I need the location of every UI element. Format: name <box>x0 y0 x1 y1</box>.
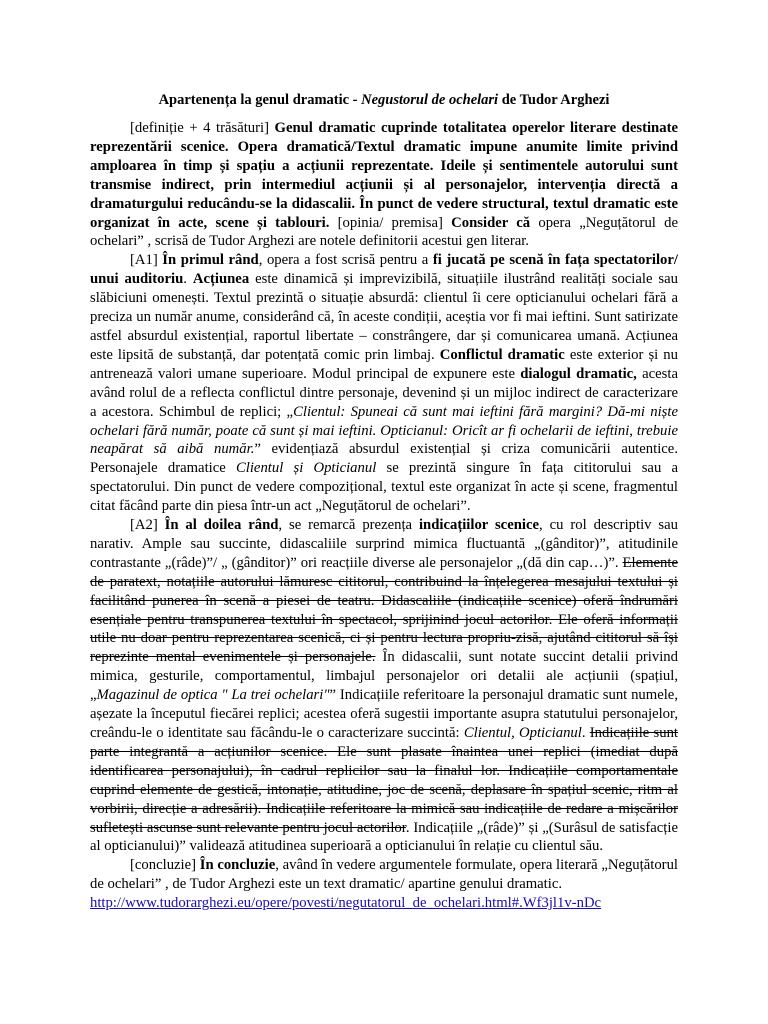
tag-definition: [definiție + 4 trăsături] <box>130 120 275 136</box>
title-suffix: de Tudor Arghezi <box>498 92 610 108</box>
title-work: Negustorul de ochelari <box>361 92 499 108</box>
first-point-heading: În primul rând <box>162 252 259 269</box>
text-segment: , cu rol descriptiv sau narativ. Ample sau succinte, didascaliile surprind mimica fluctuantă „(gânditor)”, atitudinile contrastante „(râde)”/ „ (gânditor)” ori reacțiile diverse ale personajelor „(dă din cap…)”. <box>90 517 678 571</box>
action-term: Acțiunea <box>192 271 250 288</box>
text-segment: ” evidențiază absurdul existențial și criza comunicării autentice. Personajele dramatice <box>90 441 678 477</box>
conclusion-heading: În concluzie <box>199 857 276 874</box>
text-segment: ” Indicațiile referitoare la personajul dramatic sunt numele, așezate la începutul fiecărei replici; acestea oferă sugestii importante asupra statutului personajelor, creându-le o identitate sau făcându-le o caracterizare succintă: <box>90 687 678 741</box>
conflict-term: Conflictul dramatic <box>439 346 565 363</box>
stage-phrase: fi jucată pe scenă în fața spectatorilor/ unui auditoriu <box>90 252 678 288</box>
text-segment: acesta având rolul de a reflecta conflictul dintre personaje, devenind și un mijloc indirect de caracterizare a acestora. Schimbul de replici; „ <box>90 365 678 420</box>
struck-text-1: Elemente de paratext, notațiile autorului lămuresc cititorul, contribuind la înțelegerea mesajului textului și facilitând punerea în scenă a piesei de teatru. Didascaliile (indicațiile scenice) oferă îndrumări esențiale pentru transpunerea textului în spectacol, sprijinind jocul actorilor. Ele oferă informații utile nu doar pentru reprezentarea scenică, ci și pentru lectura propriu-zisă, ajutând cititorul să își reprezinte mental evenimentele și personajele. <box>90 554 678 666</box>
stage-directions-term: indicațiilor scenice <box>418 517 540 534</box>
text-segment: este exterior și nu antrenează valori umane superioare. Modul principal de expunere este <box>90 346 678 382</box>
character-list: Clientul, Opticianul <box>463 725 582 741</box>
text-segment: este dinamică și imprevizibilă, situațiile ilustrând realități sociale sau slăbiciuni omenești. Textul prezintă o situație absurdă: clientul îi cere opticianului ochelari fără a preciza un număr anume, considerând că, în aceste condiții, aceștia vor fi mai ieftini. Sunt satirizate astfel absurdul existențial, raportul libertate – constrângere, dar și comunicarea umană. Acțiunea este lipsită de substanță, dar potențată comic prin limbaj. <box>90 271 678 363</box>
consider-word: Consider <box>451 214 509 231</box>
definition-text: Genul dramatic cuprinde totalitatea operelor literare destinate reprezentării scenice. Opera dramatică/Textul dramatic impune anumite limite privind amploarea în timp și spațiu a acțiunii reprezentate. Ideile și sentimentele autorului sunt transmise indirect, prin intermediul acțiunii și al personajelor, intervenția directă a dramaturgului reducându-se la didascalii. În punct de vedere structural, textul dramatic este organizat în acte, scene și tablouri. <box>90 120 678 231</box>
premise-text: opera „Neguțătorul de ochelari” , scrisă de Tudor Arghezi are notele definitorii acestui gen literar. <box>90 214 678 250</box>
paragraph-argument-1 <box>90 251 678 516</box>
text-segment: . <box>183 271 193 288</box>
text-segment: , având în vedere argumentele formulate, opera literară „Neguțătorul de ochelari” , de Tudor Arghezi este un text dramatic/ apartine genului dramatic. <box>90 857 678 893</box>
shop-name: Magazinul de optica " La trei ochelari" <box>96 687 330 704</box>
text-segment: . Indicațiile „(râde)” și „(Surâsul de satisfacție al opticianului)” validează atitudinea superioară a opticianului în relație cu clientul său. <box>90 819 678 855</box>
second-point-heading: În al doilea rând <box>164 517 279 534</box>
tag-opinion: [opinia/ premisa] <box>329 214 452 231</box>
text-segment: , opera a fost scrisă pentru a <box>258 252 433 269</box>
struck-text-2: Indicațiile sunt parte integrantă a acțiunilor scenice. Ele sunt plasate înaintea unei replici (imediat după identificarea personajului), în cadrul replicilor sau la finalul lor. Indicațiile comportamentale cuprind elemente de gestică, intonație, atitudine, joc de scenă, deplasare în spațiul scenic, ritm al vorbirii, direcție a adresării). Indicațiile referitoare la mimică sau indicațiile de redare a mișcărilor sufletești ascunse sunt relevante pentru jocul actorilor <box>90 725 679 836</box>
document-title <box>90 91 678 109</box>
text-segment: se prezintă singure în fața cititorului sau a spectatorului. Din punct de vedere compozițional, textul este organizat în acte și scene, fragmentul citat făcând parte din piesa într-un act „Neguțătorul de ochelari”. <box>90 460 678 515</box>
title-prefix: Apartenența la genul dramatic - <box>158 92 362 108</box>
dialogue-quote: Clientul: Spuneai că sunt mai ieftini fără margini? Dă-mi niște ochelari fără număr, poate că sunt și mai ieftini. Opticianul: Oricît ar fi ochelarii de ieftini, trebuie neapărat să aibă număr. <box>90 403 678 458</box>
text-segment: În didascalii, sunt notate succint detalii privind mimica, gesturile, comportamentul, limbajul personajelor ori detalii ale acțiunii (spațiul, „ <box>90 649 678 704</box>
dialogue-term: dialogul dramatic, <box>520 365 637 382</box>
tag-a1: [A1] <box>130 252 163 269</box>
paragraph-conclusion <box>90 856 678 894</box>
tag-a2: [A2] <box>130 517 165 534</box>
text-segment: . <box>581 725 590 741</box>
tag-conclusion: [concluzie] <box>130 857 200 874</box>
source-link[interactable]: http://www.tudorarghezi.eu/opere/povesti/negutatorul_de_ochelari.html#.Wf3jl1v-nDc <box>90 895 602 912</box>
ca-word: că <box>508 214 531 231</box>
text-segment: , se remarcă prezența <box>278 517 419 534</box>
paragraph-definition <box>90 119 678 251</box>
paragraph-argument-2 <box>90 516 678 856</box>
characters-names: Clientul și Opticianul <box>235 460 377 477</box>
